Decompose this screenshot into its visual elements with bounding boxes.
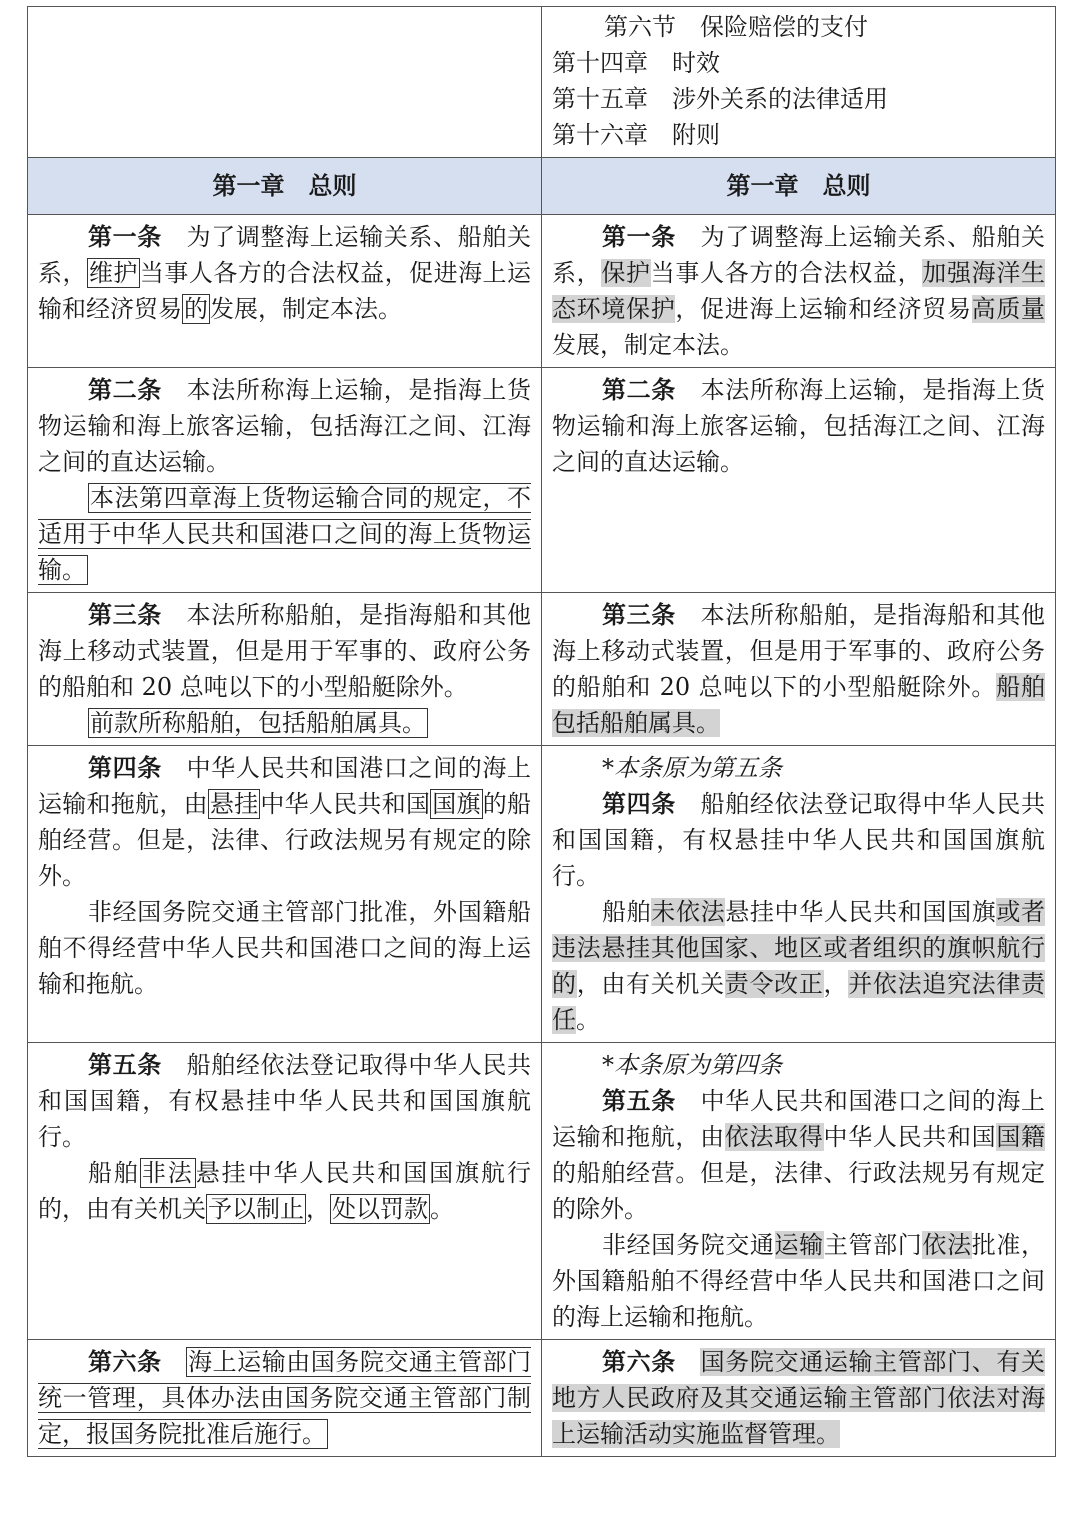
article-5-new: *本条原为第四条 第五条 中华人民共和国港口之间的海上运输和拖航，由依法取得中华人民共和国国籍的船舶经营。但是，法律、行政法规另有规定的除外。 非经国务院交通运输主管部门依法批准，外国籍船舶不得经营中华人民共和国港口之间的海上运输和拖航。 <box>542 1043 1056 1340</box>
highlighted-change: 依法取得 <box>724 1123 824 1151</box>
highlighted-change: 责令改正 <box>724 970 824 998</box>
renumber-note: *本条原为第五条 <box>602 754 782 782</box>
article-label: 第六条 <box>88 1348 162 1376</box>
highlighted-change: 并依法追究法律责任 <box>552 970 1046 1034</box>
article-label: 第四条 <box>602 790 676 818</box>
article-2-new: 第二条 本法所称海上运输，是指海上货物运输和海上旅客运输，包括海江之间、江海之间的直达运输。 <box>542 368 1056 593</box>
article-2-row <box>28 368 1056 593</box>
toc-left-cell <box>28 7 542 158</box>
chapter-header-right: 第一章 总则 <box>542 158 1056 215</box>
highlighted-change: 国籍 <box>996 1123 1046 1151</box>
article-4-row <box>28 746 1056 1043</box>
article-label: 第五条 <box>602 1087 676 1115</box>
highlighted-change: 或者违法悬挂其他国家、地区或者组织的旗帜航行的 <box>552 898 1046 998</box>
article-5-row <box>28 1043 1056 1340</box>
highlighted-change: 保护 <box>601 259 651 287</box>
boxed-change: 处以罚款 <box>332 1195 428 1223</box>
article-3-new: 第三条 本法所称船舶，是指海船和其他海上移动式装置，但是用于军事的、政府公务的船舶和 20 总吨以下的小型船艇除外。船舶包括船舶属具。 <box>542 593 1056 746</box>
article-label: 第六条 <box>602 1348 676 1376</box>
article-label: 第三条 <box>88 601 162 629</box>
boxed-change: 悬挂 <box>209 790 259 818</box>
article-1-old: 第一条 为了调整海上运输关系、船舶关系，维护当事人各方的合法权益，促进海上运输和经济贸易的发展，制定本法。 <box>28 215 542 368</box>
article-label: 第四条 <box>88 754 162 782</box>
highlighted-change: 运输 <box>774 1231 824 1259</box>
boxed-change: 非法 <box>141 1159 194 1187</box>
article-5-old: 第五条 船舶经依法登记取得中华人民共和国国籍，有权悬挂中华人民共和国国旗航行。 船舶非法悬挂中华人民共和国国旗航行的，由有关机关予以制止，处以罚款。 <box>28 1043 542 1340</box>
article-4-old: 第四条 中华人民共和国港口之间的海上运输和拖航，由悬挂中华人民共和国国旗的船舶经营。但是，法律、行政法规另有规定的除外。 非经国务院交通主管部门批准，外国籍船舶不得经营中华人民共和国港口之间的海上运输和拖航。 <box>28 746 542 1043</box>
chapter-header-row <box>28 158 1056 215</box>
highlighted-change: 高质量 <box>971 295 1046 323</box>
article-3-old: 第三条 本法所称船舶，是指海船和其他海上移动式装置，但是用于军事的、政府公务的船舶和 20 总吨以下的小型船艇除外。 前款所称船舶，包括船舶属具。 <box>28 593 542 746</box>
renumber-note: *本条原为第四条 <box>602 1051 782 1079</box>
toc-row <box>28 7 1056 158</box>
article-3-row <box>28 593 1056 746</box>
article-2-old: 第二条 本法所称海上运输，是指海上货物运输和海上旅客运输，包括海江之间、江海之间的直达运输。 本法第四章海上货物运输合同的规定，不适用于中华人民共和国港口之间的海上货物运输。 <box>28 368 542 593</box>
article-label: 第一条 <box>602 223 676 251</box>
toc-right-cell <box>542 7 1056 158</box>
highlighted-change: 加强海洋生态环境保护 <box>552 259 1046 323</box>
toc-chapter-15: 第十五章 涉外关系的法律适用 <box>552 85 888 113</box>
article-4-new: *本条原为第五条 第四条 船舶经依法登记取得中华人民共和国国籍，有权悬挂中华人民共和国国旗航行。 船舶未依法悬挂中华人民共和国国旗或者违法悬挂其他国家、地区或者组织的旗帜航行的，由有关机关责令改正，并依法追究法律责任。 <box>542 746 1056 1043</box>
boxed-change: 前款所称船舶，包括船舶属具。 <box>90 709 426 737</box>
article-label: 第三条 <box>602 601 676 629</box>
chapter-header-left: 第一章 总则 <box>28 158 542 215</box>
toc-chapter-16: 第十六章 附则 <box>552 121 720 149</box>
toc-section-6: 第六节 保险赔偿的支付 <box>604 13 868 41</box>
highlighted-change: 国务院交通运输主管部门、有关地方人民政府及其交通运输主管部门依法对海上运输活动实施监督管理。 <box>552 1348 1046 1448</box>
article-6-new <box>542 1340 1056 1457</box>
boxed-change: 国旗 <box>432 790 481 818</box>
article-label: 第二条 <box>88 376 162 404</box>
highlighted-change: 未依法 <box>651 898 726 926</box>
boxed-change: 维护 <box>88 259 138 287</box>
boxed-change: 予以制止 <box>208 1195 304 1223</box>
article-label: 第五条 <box>88 1051 162 1079</box>
boxed-change: 的 <box>184 295 208 323</box>
comparison-table <box>27 6 1056 1457</box>
article-6-row <box>28 1340 1056 1457</box>
highlighted-change: 依法 <box>922 1231 972 1259</box>
article-label: 第二条 <box>602 376 676 404</box>
toc-chapter-14: 第十四章 时效 <box>552 49 720 77</box>
boxed-change: 本法第四章海上货物运输合同的规定，不适用于中华人民共和国港口之间的海上货物运输。 <box>38 484 531 584</box>
article-1-new: 第一条 为了调整海上运输关系、船舶关系，保护当事人各方的合法权益，加强海洋生态环境保护，促进海上运输和经济贸易高质量发展，制定本法。 <box>542 215 1056 368</box>
article-6-old <box>28 1340 542 1457</box>
article-1-row <box>28 215 1056 368</box>
article-label: 第一条 <box>88 223 162 251</box>
boxed-change: 海上运输由国务院交通主管部门统一管理，具体办法由国务院交通主管部门制定，报国务院批准后施行。 <box>38 1348 532 1448</box>
highlighted-change: 船舶包括船舶属具。 <box>552 673 1046 737</box>
